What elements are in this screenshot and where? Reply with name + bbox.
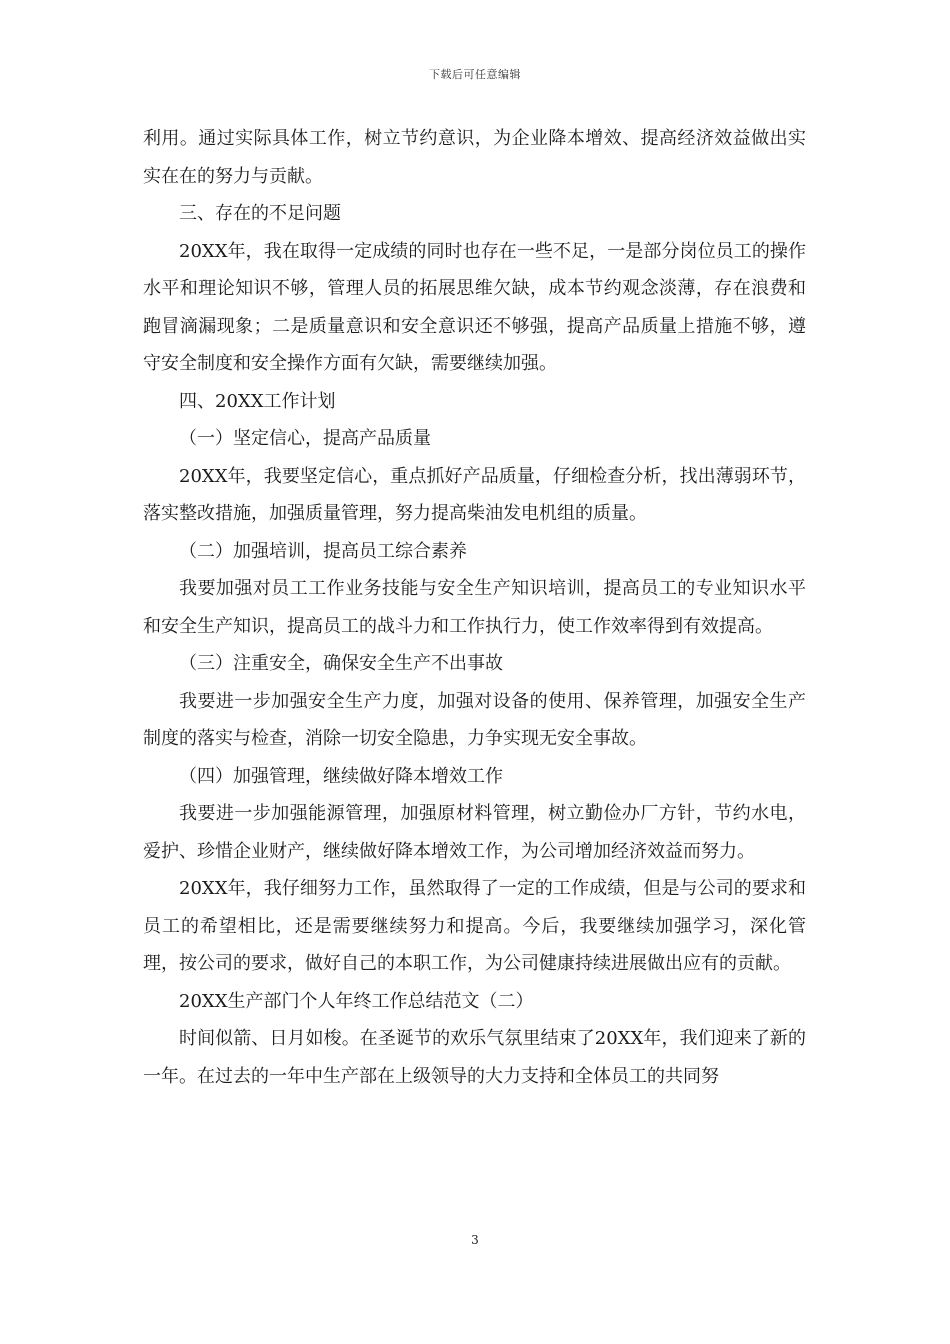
paragraph: 我要进一步加强能源管理，加强原材料管理，树立勤俭办厂方针，节约水电，爱护、珍惜企业财产，继续做好降本增效工作，为公司增加经济效益而努力。 — [143, 803, 806, 862]
document-body — [143, 120, 806, 1095]
paragraph: 20XX年，我要坚定信心，重点抓好产品质量，仔细检查分析，找出薄弱环节，落实整改措施，加强质量管理，努力提高柴油发电机组的质量。 — [143, 465, 806, 524]
paragraph: 时间似箭、日月如梭。在圣诞节的欢乐气氛里结束了20XX年，我们迎来了新的一年。在过去的一年中生产部在上级领导的大力支持和全体员工的共同努 — [143, 1028, 806, 1087]
section-heading: 四、20XX工作计划 — [179, 390, 336, 412]
paragraph: 20XX年，我在取得一定成绩的同时也存在一些不足，一是部分岗位员工的操作水平和理论知识不够，管理人员的拓展思维欠缺，成本节约观念淡薄，存在浪费和跑冒滴漏现象；二是质量意识和安全意识还不够强，提高产品质量上措施不够，遵守安全制度和安全操作方面有欠缺，需要继续加强。 — [143, 240, 806, 374]
section-heading: 20XX生产部门个人年终工作总结范文（二） — [179, 990, 534, 1012]
subsection-heading: （二）加强培训，提高员工综合素养 — [179, 540, 467, 562]
page-header: 下载后可任意编辑 — [429, 68, 521, 81]
paragraph: 利用。通过实际具体工作，树立节约意识，为企业降本增效、提高经济效益做出实实在在的努力与贡献。 — [143, 128, 806, 187]
subsection-heading: （一）坚定信心，提高产品质量 — [179, 428, 431, 449]
subsection-heading: （三）注重安全，确保安全生产不出事故 — [179, 653, 503, 674]
paragraph: 我要加强对员工工作业务技能与安全生产知识培训，提高员工的专业知识水平和安全生产知识，提高员工的战斗力和工作执行力，使工作效率得到有效提高。 — [143, 578, 806, 637]
paragraph: 我要进一步加强安全生产力度，加强对设备的使用、保养管理，加强安全生产制度的落实与检查，消除一切安全隐患，力争实现无安全事故。 — [143, 690, 806, 749]
section-heading: 三、存在的不足问题 — [179, 203, 341, 224]
paragraph: 20XX年，我仔细努力工作，虽然取得了一定的工作成绩，但是与公司的要求和员工的希望相比，还是需要继续努力和提高。今后，我要继续加强学习，深化管理，按公司的要求，做好自己的本职工作，为公司健康持续进展做出应有的贡献。 — [143, 878, 806, 974]
page-number: 3 — [471, 1233, 479, 1247]
subsection-heading: （四）加强管理，继续做好降本增效工作 — [179, 765, 503, 787]
